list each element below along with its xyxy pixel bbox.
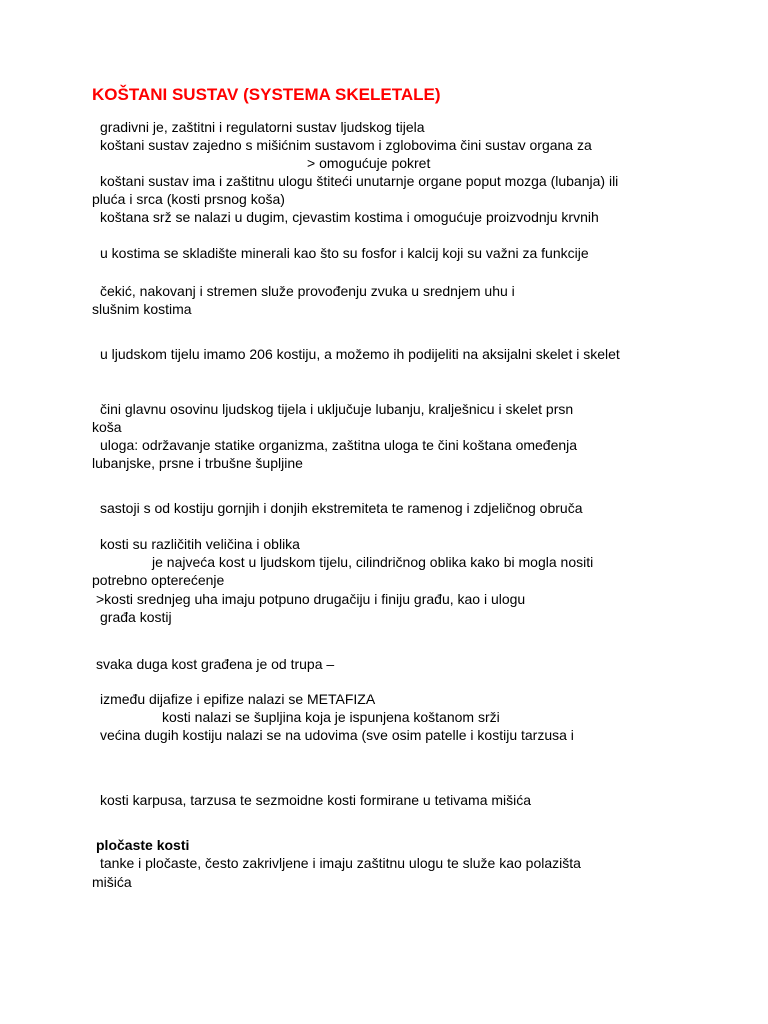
- text-line: čekić, nakovanj i stremen služe provođenju zvuka u srednjem uhu i: [100, 283, 515, 299]
- text-line: kosti nalazi se šupljina koja je ispunjena koštanom srži: [162, 709, 500, 725]
- text-line: svaka duga kost građena je od trupa –: [96, 656, 335, 672]
- text-line: uloga: održavanje statike organizma, zaštitna uloga te čini koštana omeđenja: [100, 437, 578, 453]
- text-line: kosti su različitih veličina i oblika: [100, 536, 300, 552]
- text-line: >kosti srednjeg uha imaju potpuno drugačiju i finiju građu, kao i ulogu: [96, 591, 526, 607]
- text-line: slušnim kostima: [92, 301, 192, 317]
- text-line: koštani sustav ima i zaštitnu ulogu štiteći unutarnje organe poput mozga (lubanja) ili: [100, 173, 619, 189]
- text-line: > omogućuje pokret: [307, 155, 431, 171]
- text-line: kosti karpusa, tarzusa te sezmoidne kosti formirane u tetivama mišića: [100, 792, 532, 808]
- text-line: mišića: [92, 874, 132, 890]
- text-line: u ljudskom tijelu imamo 206 kostiju, a možemo ih podijeliti na aksijalni skelet i skelet: [100, 346, 620, 362]
- text-line: lubanjske, prsne i trbušne šupljine: [92, 455, 303, 471]
- document-title: KOŠTANI SUSTAV (SYSTEMA SKELETALE): [92, 85, 441, 104]
- text-line: građa kostij: [100, 609, 172, 625]
- text-line: gradivni je, zaštitni i regulatorni sustav ljudskog tijela: [100, 119, 425, 135]
- text-line: potrebno opterećenje: [92, 572, 225, 588]
- text-line: koštani sustav zajedno s mišićnim sustavom i zglobovima čini sustav organa za: [100, 137, 592, 153]
- text-line: je najveća kost u ljudskom tijelu, cilindričnog oblika kako bi mogla nositi: [152, 554, 594, 570]
- text-line: tanke i pločaste, često zakrivljene i imaju zaštitnu ulogu te služe kao polazišta: [100, 855, 581, 871]
- text-line: pluća i srca (kosti prsnog koša): [92, 191, 285, 207]
- text-line: sastoji s od kostiju gornjih i donjih ekstremiteta te ramenog i zdjeličnog obruča: [100, 500, 583, 516]
- section-heading: pločaste kosti: [96, 837, 190, 853]
- text-line: čini glavnu osovinu ljudskog tijela i uključuje lubanju, kralješnicu i skelet prsn: [100, 401, 574, 417]
- text-line: u kostima se skladište minerali kao što su fosfor i kalcij koji su važni za funkcije: [100, 245, 589, 261]
- text-line: koštana srž se nalazi u dugim, cjevastim kostima i omogućuje proizvodnju krvnih: [100, 209, 599, 225]
- text-line: većina dugih kostiju nalazi se na udovima (sve osim patelle i kostiju tarzusa i: [100, 727, 574, 743]
- text-line: koša: [92, 419, 122, 435]
- text-line: između dijafize i epifize nalazi se METAFIZA: [100, 691, 376, 707]
